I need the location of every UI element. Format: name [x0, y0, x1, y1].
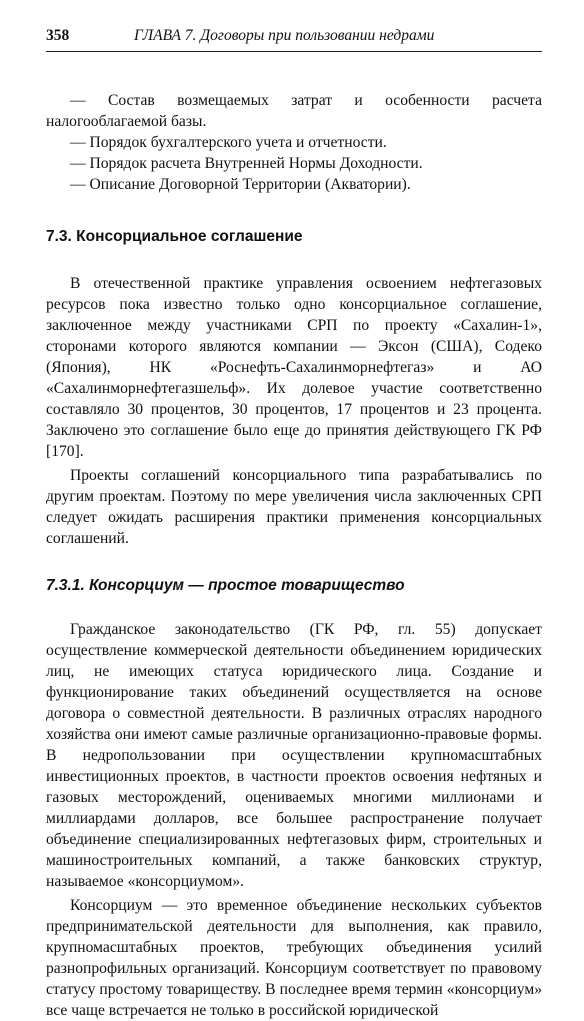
paragraph: Проекты соглашений консорциального типа разрабатывались по другим проектам. Поэтому по мере увеличения числа заключенных СРП следует ожидать расширения практики применения консорциальных соглашений. — [46, 467, 542, 547]
subsection-heading: 7.3.1. Консорциум — простое товарищество — [46, 577, 405, 594]
running-title: ГЛАВА 7. Договоры при пользовании недрами — [134, 27, 435, 44]
running-header — [46, 26, 542, 52]
subsection-body — [46, 619, 542, 1021]
list-item: — Описание Договорной Территории (Акватории). — [70, 176, 411, 193]
section-body — [46, 273, 542, 549]
paragraph: Консорциум — это временное объединение нескольких субъектов предпринимательской деятельности для выполнения, как правило, крупномасштабных проектов, требующих объединения усилий разнопрофильных организаций. Консорциум соответствует по правовому статусу простому товариществу. В последнее время термин «консорциум» все чаще встречается не только в российской юридической — [46, 897, 542, 1019]
page-number: 358 — [46, 27, 70, 44]
list-item: — Порядок расчета Внутренней Нормы Доходности. — [70, 155, 423, 172]
cost-items-list — [46, 90, 542, 195]
section-heading: 7.3. Консорциальное соглашение — [46, 228, 303, 245]
list-item: — Состав возмещаемых затрат и особенности расчета налогооблагаемой базы. — [46, 92, 542, 130]
paragraph: Гражданское законодательство (ГК РФ, гл. 55) допускает осуществление коммерческой деятельности объединением юридических лиц, не имеющих статуса юридического лица. Создание и функционирование таких объединений осуществляется на основе договора о совместной деятельности. В различных отраслях народного хозяйства они имеют самые различные организационно-правовые формы. В недропользовании при осуществлении крупномасштабных инвестиционных проектов, в частности проектов освоения нефтяных и газовых месторождений, оцениваемых многими миллионами и миллиардами долларов, все большее распространение получает объединение специализированных нефтегазовых фирм, строительных и машиностроительных компаний, а также банковских структур, называемое «консорциумом». — [46, 621, 542, 890]
paragraph: В отечественной практике управления освоением нефтегазовых ресурсов пока известно только одно консорциальное соглашение, заключенное между участниками СРП по проекту «Сахалин-1», сторонами которого являются компании — Эксон (США), Содеко (Япония), НК «Роснефть-Сахалинморнефтегаз» и АО «Сахалинморнефтегазшельф». Их долевое участие соответственно составляло 30 процентов, 30 процентов, 17 процентов и 23 процента. Заключено это соглашение было еще до принятия действующего ГК РФ [170]. — [46, 275, 542, 460]
book-page — [46, 26, 542, 1021]
list-item: — Порядок бухгалтерского учета и отчетности. — [70, 134, 387, 151]
